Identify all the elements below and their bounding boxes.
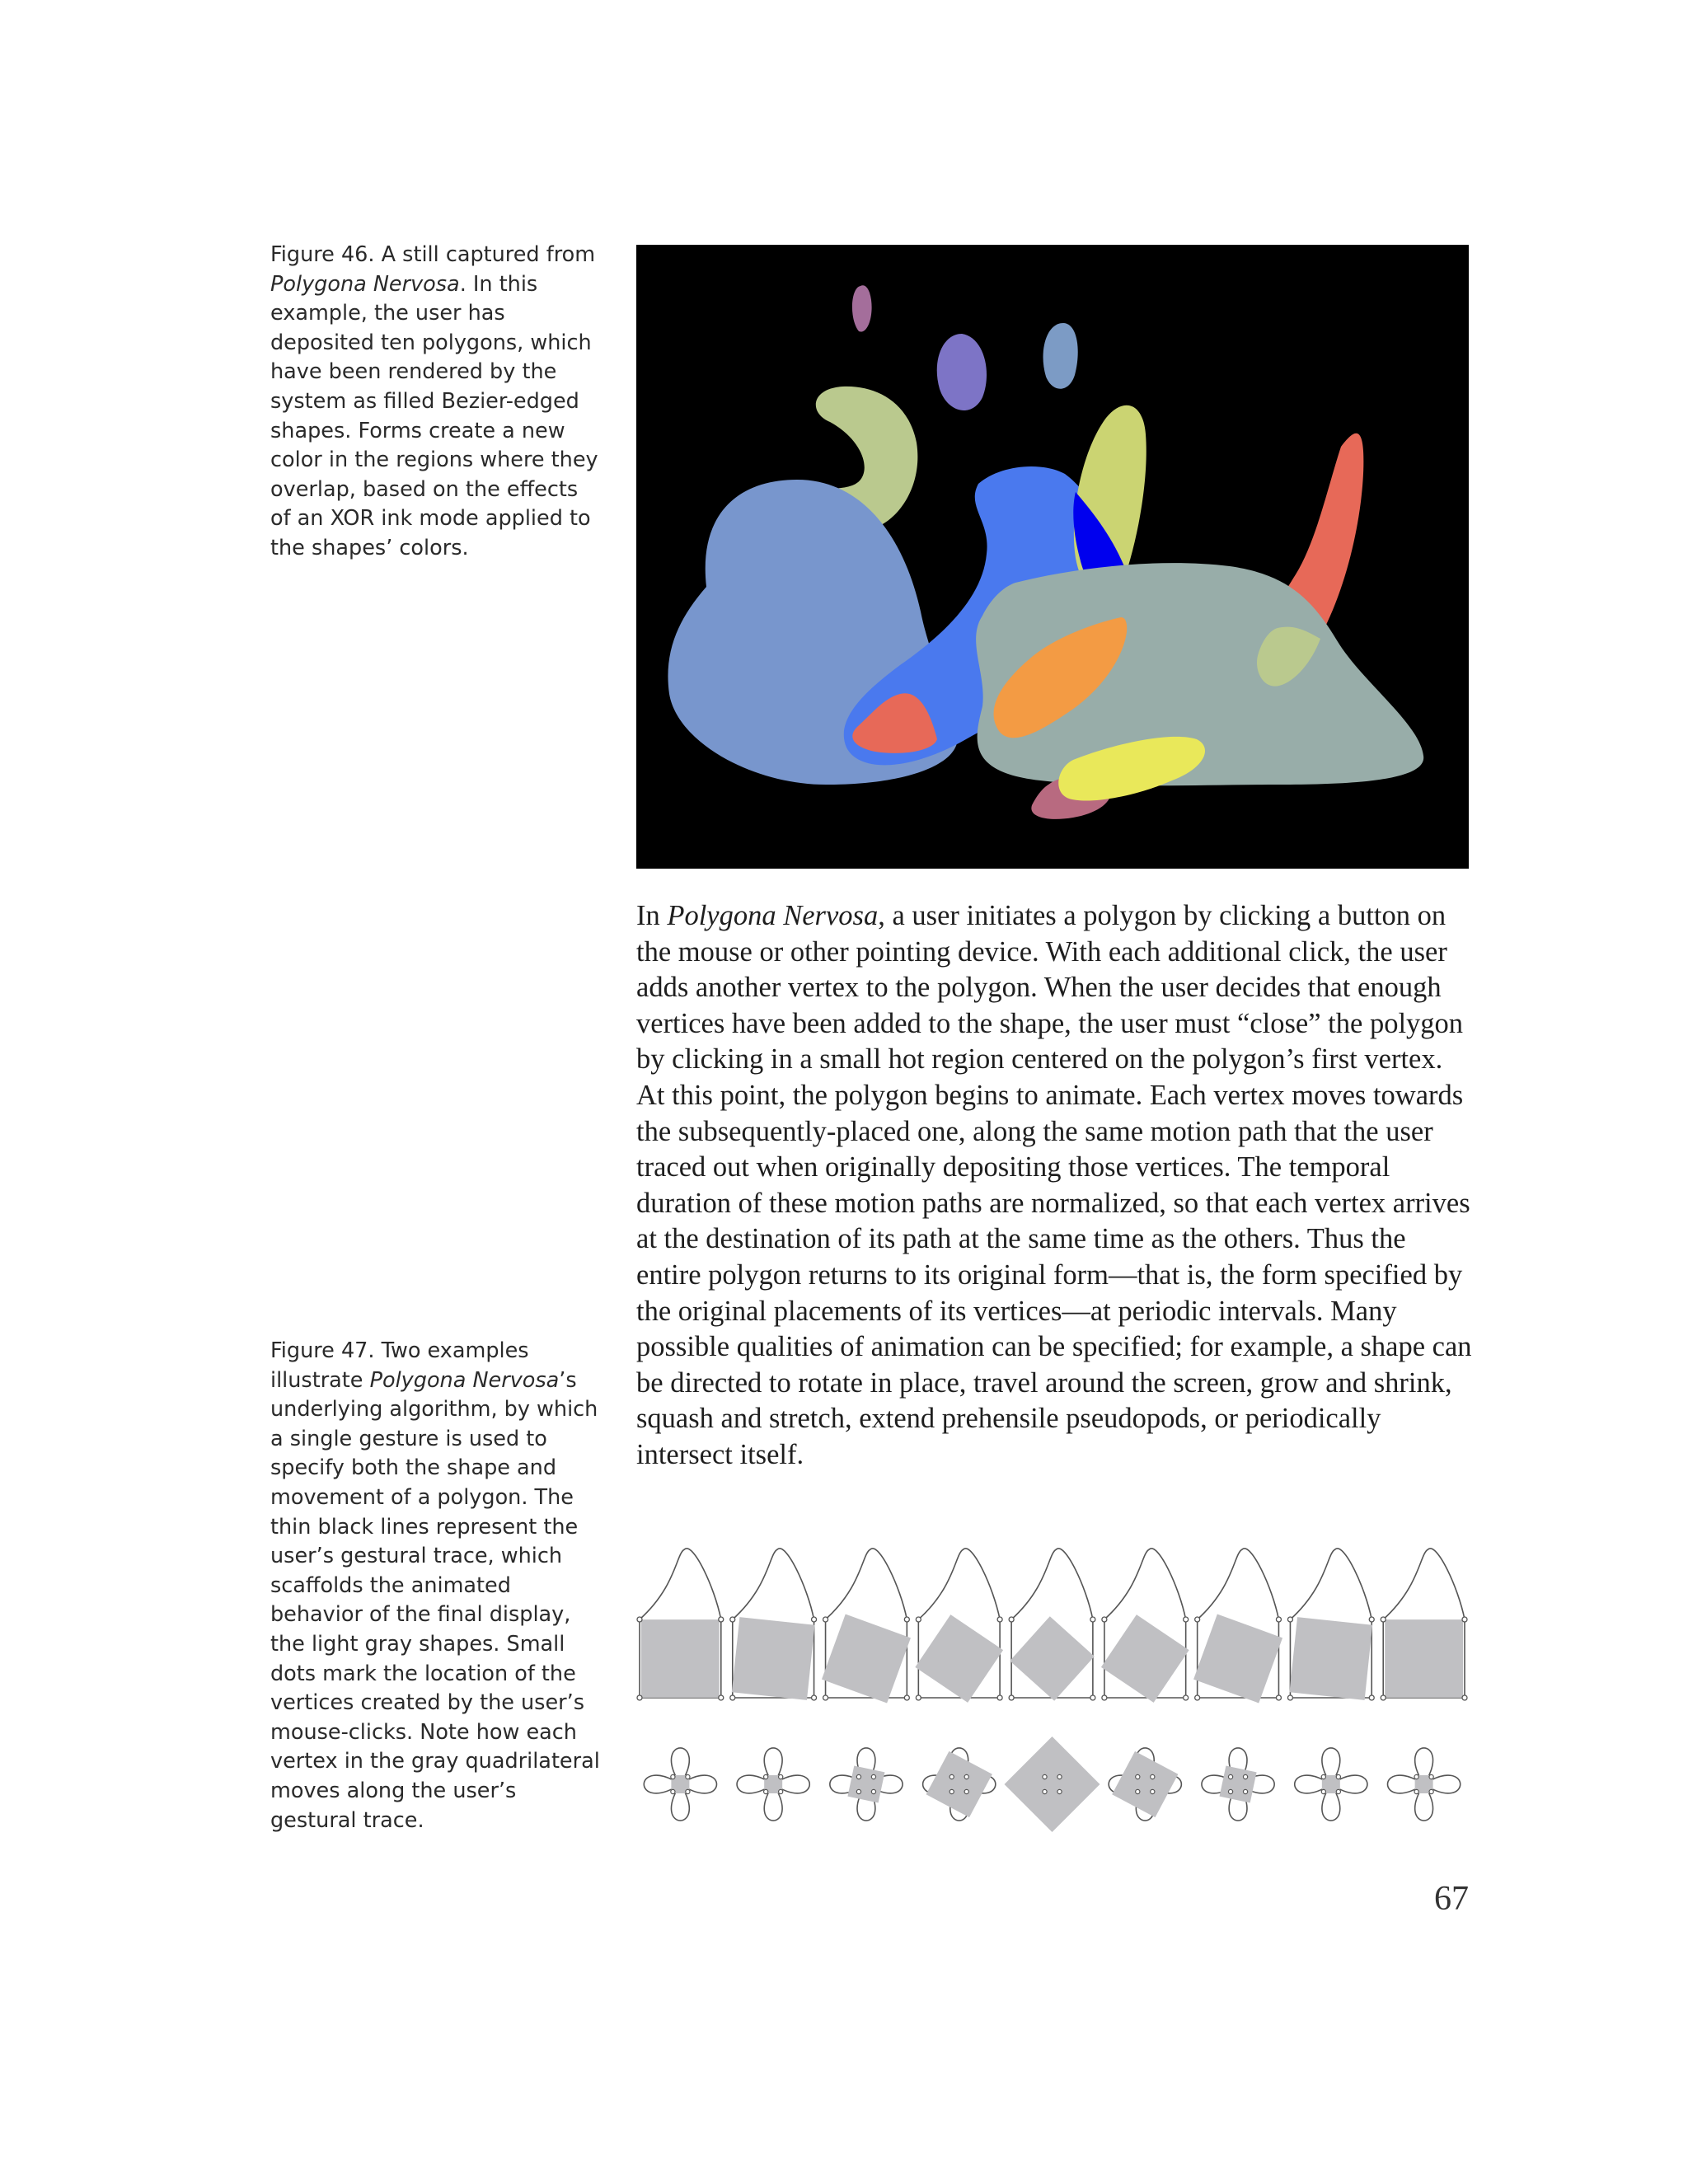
body-title-italic: Polygona Nervosa bbox=[667, 900, 879, 931]
animated-quadrilateral bbox=[641, 1619, 720, 1698]
vertex-dot bbox=[1336, 1789, 1340, 1793]
vertex-dot bbox=[997, 1695, 1002, 1700]
vertex-dot bbox=[1381, 1617, 1386, 1622]
vertex-dot bbox=[1057, 1774, 1062, 1779]
figure-46-caption bbox=[270, 241, 600, 564]
vertex-dot bbox=[1276, 1695, 1281, 1700]
vertex-dot bbox=[671, 1774, 675, 1779]
polygona-nervosa-still bbox=[636, 245, 1469, 869]
figure-47-caption bbox=[270, 1337, 600, 1835]
vertex-dot bbox=[1336, 1774, 1340, 1779]
vertex-dot bbox=[1369, 1695, 1374, 1700]
vertex-dot bbox=[1243, 1789, 1247, 1793]
vertex-dot bbox=[719, 1617, 724, 1622]
vertex-dot bbox=[730, 1695, 735, 1700]
animated-quadrilateral bbox=[1385, 1619, 1463, 1698]
vertex-dot bbox=[637, 1695, 642, 1700]
gesture-algorithm-frames bbox=[636, 1545, 1473, 1842]
page-number: 67 bbox=[1434, 1880, 1469, 1918]
vertex-dot bbox=[823, 1617, 828, 1622]
vertex-dot bbox=[1243, 1774, 1247, 1779]
vertex-dot bbox=[1228, 1774, 1232, 1779]
vertex-dot bbox=[1321, 1774, 1325, 1779]
vertex-dot bbox=[871, 1774, 875, 1779]
vertex-dot bbox=[1102, 1617, 1107, 1622]
vertex-dot bbox=[779, 1774, 783, 1779]
animated-quadrilateral bbox=[732, 1617, 815, 1700]
animated-quadrilateral bbox=[1193, 1615, 1282, 1704]
body-text: , a user initiates a polygon by clicking a button on the mouse or other pointing device. With each additional click, the user adds another vertex to the polygon. When the user decides that enough vertices have been added to the shape, the user must “close” the polygon by clicking in a small hot region centered on the polygon’s first vertex. At this point, the polygon begins to animate. Each vertex moves towards the subsequently-placed one, along the same motion path that the user traced out when originally depositing those vertices. The temporal duration of these motion paths are normalized, so that each vertex arrives at the destination of its path at the same time as the others. Thus the entire polygon returns to its original form—that is, the form specified by the original placements of its vertices—at periodic intervals. Many possible qualities of animation can be specified; for example, a shape can be directed to rotate in place, travel around the screen, grow and shrink, squash and stretch, extend prehensile pseudopods, or periodically intersect itself. bbox=[636, 900, 1472, 1470]
body-intro: In bbox=[636, 900, 668, 931]
vertex-dot bbox=[1287, 1695, 1292, 1700]
vertex-dot bbox=[1043, 1774, 1047, 1779]
animated-quadrilateral bbox=[1005, 1736, 1100, 1832]
vertex-dot bbox=[1462, 1695, 1467, 1700]
vertex-dot bbox=[1151, 1789, 1155, 1793]
figure-47-image bbox=[636, 1545, 1473, 1842]
vertex-dot bbox=[997, 1617, 1002, 1622]
caption-text: Figure 46. A still captured from bbox=[270, 242, 596, 267]
figure-46-image bbox=[636, 245, 1469, 869]
animated-quadrilateral bbox=[926, 1751, 992, 1817]
vertex-dot bbox=[1184, 1617, 1189, 1622]
vertex-dot bbox=[637, 1617, 642, 1622]
animated-quadrilateral bbox=[1289, 1617, 1372, 1700]
vertex-dot bbox=[1462, 1617, 1467, 1622]
vertex-dot bbox=[1276, 1617, 1281, 1622]
vertex-dot bbox=[964, 1789, 968, 1793]
animated-quadrilateral bbox=[822, 1615, 911, 1704]
vertex-dot bbox=[1102, 1695, 1107, 1700]
vertex-dot bbox=[1287, 1617, 1292, 1622]
vertex-dot bbox=[764, 1789, 768, 1793]
vertex-dot bbox=[1151, 1774, 1155, 1779]
caption-text: ’s underlying algorithm, by which a single gesture is used to specify both the shape and movement of a polygon. The thin black lines represent the user’s gestural trace, which scaffolds the animated behavior of the final display, the light gray shapes. Small dots mark the location of the vertices created by the user’s mouse-clicks. Note how each vertex in the gray quadrilateral moves along the user’s gestural trace. bbox=[270, 1367, 600, 1833]
vertex-dot bbox=[686, 1789, 690, 1793]
vertex-dot bbox=[1429, 1789, 1433, 1793]
vertex-dot bbox=[1195, 1695, 1200, 1700]
vertex-dot bbox=[1414, 1774, 1418, 1779]
vertex-dot bbox=[1184, 1695, 1189, 1700]
vertex-dot bbox=[904, 1695, 909, 1700]
vertex-dot bbox=[904, 1617, 909, 1622]
vertex-dot bbox=[1009, 1695, 1014, 1700]
vertex-dot bbox=[1414, 1789, 1418, 1793]
vertex-dot bbox=[1321, 1789, 1325, 1793]
caption-title-italic: Polygona Nervosa bbox=[270, 271, 460, 297]
caption-title-italic: Polygona Nervosa bbox=[369, 1367, 560, 1393]
animated-quadrilateral bbox=[915, 1615, 1003, 1703]
vertex-dot bbox=[1136, 1789, 1140, 1793]
vertex-dot bbox=[764, 1774, 768, 1779]
animated-quadrilateral bbox=[1112, 1751, 1178, 1817]
vertex-dot bbox=[950, 1789, 954, 1793]
animated-quadrilateral bbox=[1010, 1616, 1095, 1701]
body-paragraph bbox=[636, 898, 1473, 1474]
vertex-dot bbox=[1195, 1617, 1200, 1622]
vertex-dot bbox=[686, 1774, 690, 1779]
vertex-dot bbox=[671, 1789, 675, 1793]
vertex-dot bbox=[1381, 1695, 1386, 1700]
animated-quadrilateral bbox=[847, 1765, 884, 1802]
animated-quadrilateral bbox=[1101, 1615, 1189, 1703]
vertex-dot bbox=[1057, 1789, 1062, 1793]
vertex-dot bbox=[916, 1695, 921, 1700]
caption-text: Figure 47. Two examples illustrate bbox=[270, 1338, 529, 1393]
vertex-dot bbox=[1228, 1789, 1232, 1793]
vertex-dot bbox=[916, 1617, 921, 1622]
vertex-dot bbox=[964, 1774, 968, 1779]
vertex-dot bbox=[1043, 1789, 1047, 1793]
vertex-dot bbox=[1136, 1774, 1140, 1779]
vertex-dot bbox=[1009, 1617, 1014, 1622]
vertex-dot bbox=[1429, 1774, 1433, 1779]
vertex-dot bbox=[1369, 1617, 1374, 1622]
vertex-dot bbox=[779, 1789, 783, 1793]
caption-text: . In this example, the user has deposited ten polygons, which have been rendered by the system as filled Bezier-edged shapes. Forms create a new color in the regions where they overlap, based on the effects of an XOR ink mode applied to the shapes’ colors. bbox=[270, 271, 598, 560]
vertex-dot bbox=[812, 1695, 817, 1700]
vertex-dot bbox=[812, 1617, 817, 1622]
vertex-dot bbox=[1090, 1617, 1095, 1622]
vertex-dot bbox=[730, 1617, 735, 1622]
vertex-dot bbox=[719, 1695, 724, 1700]
vertex-dot bbox=[856, 1789, 860, 1793]
vertex-dot bbox=[1090, 1695, 1095, 1700]
vertex-dot bbox=[950, 1774, 954, 1779]
vertex-dot bbox=[856, 1774, 860, 1779]
vertex-dot bbox=[871, 1789, 875, 1793]
vertex-dot bbox=[823, 1695, 828, 1700]
animated-quadrilateral bbox=[1220, 1765, 1257, 1802]
